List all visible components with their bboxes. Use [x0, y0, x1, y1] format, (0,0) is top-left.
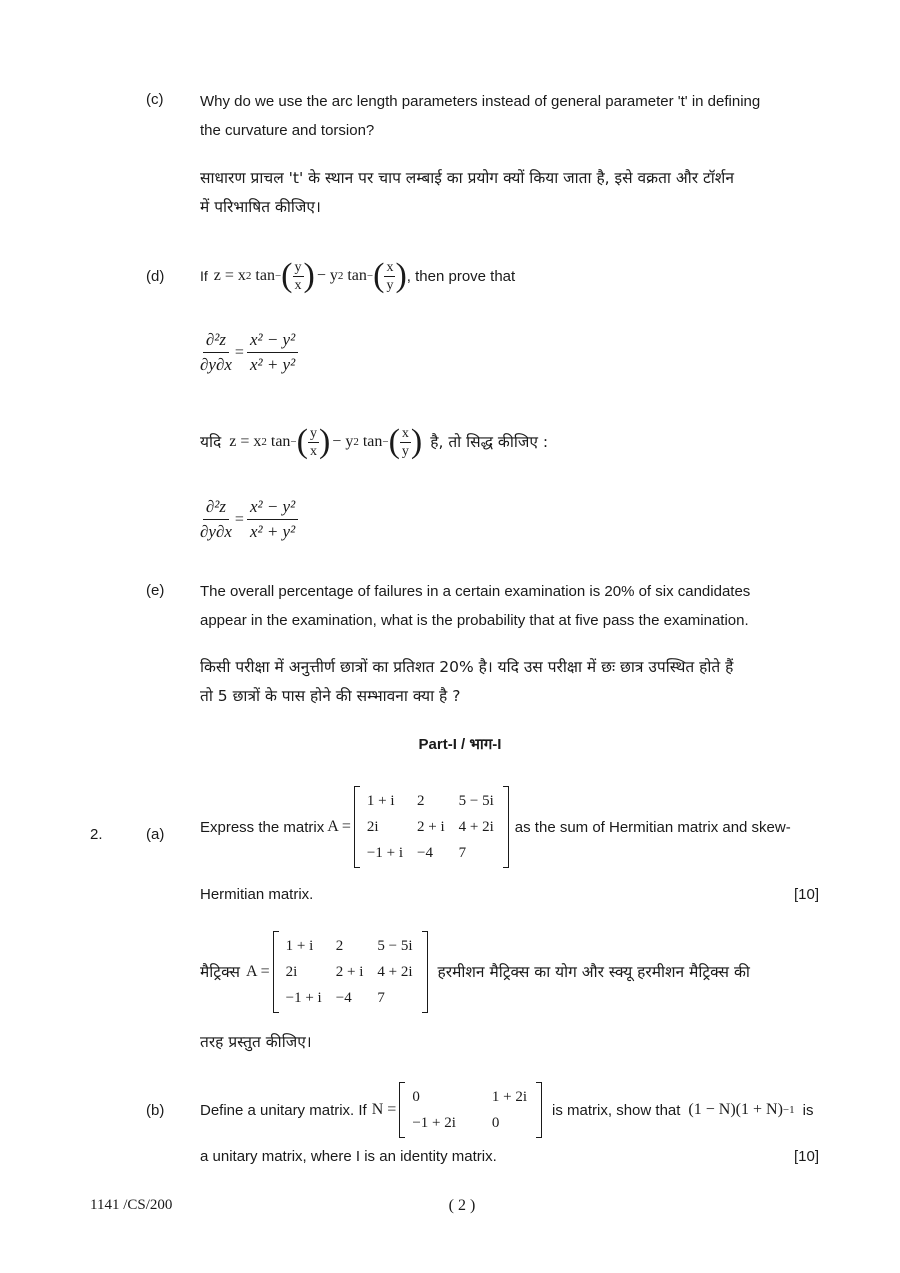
paper-code: 1141 /CS/200: [90, 1197, 173, 1213]
question-2a-line2: Hermitian matrix.: [200, 886, 314, 903]
question-2a-hindi: मैट्रिक्स A = 1 + i 2 5 − 5i 2i 2 + i 4 + 2i −1 + i −4 7 हरमीशन मैट्रिक्स का योग और स्क्यू हरमीशन मैट्रिक्स की: [200, 930, 750, 1014]
question-2a-marks: [10]: [794, 886, 820, 903]
derivative-equation-2: $\frac{\text{∂²z}}{\partial y\partial x}$ = $\frac{\text{x² − y²}}{\text{x² + y²}}$: [200, 497, 298, 542]
question-e-english: The overall percentage of failures in a certain examination is 20% of six candidates appear in the examination, what is the probability that at five pass the examination.: [200, 583, 751, 629]
question-d-hindi-statement: यदि z = x 2 tan − ( y x ) − y 2 tan − ( x y ) है, तो सिद्ध कीजिए :: [200, 423, 549, 460]
matrix-A: 1 + i 2 5 − 5i 2i 2 + i 4 + 2i −1 + i −4 7: [354, 786, 509, 868]
matrix-N: 0 1 + 2i −1 + 2i 0: [399, 1082, 542, 1138]
question-e-hindi: किसी परीक्षा में अनुत्तीर्ण छात्रों का प्रतिशत 20% है। यदि उस परीक्षा में छः छात्र उपस्थित होते हैं तो 5 छात्रों के पास होने की सम्भावना क्या है ?: [200, 658, 734, 705]
question-e-label: (e): [146, 582, 165, 599]
question-2a-hindi-line2: तरह प्रस्तुत कीजिए।: [200, 1033, 312, 1051]
question-c-hindi: साधारण प्राचल 't' के स्थान पर चाप लम्बाई का प्रयोग क्यों किया जाता है, इसे वक्रता और टॉर्शन में परिभाषित कीजिए।: [200, 169, 734, 216]
fraction-y-over-x: y x: [294, 259, 302, 293]
derivative-equation-1: $\frac{\text{∂²z}}{\partial y\partial x}$ = $\frac{\text{x² − y²}}{\text{x² + y²}}$: [200, 330, 298, 375]
question-d-statement: If z = x 2 tan − ( y x ) − y 2 tan − ( x y ) , then prove that: [200, 257, 516, 294]
page-number: ( 2 ): [448, 1197, 476, 1214]
question-2-number: 2.: [90, 826, 103, 843]
question-2b-statement: Define a unitary matrix. If N = 0 1 + 2i −1 + 2i 0 is matrix, show that (1 − N)(1 + N) −1 is: [200, 1080, 813, 1140]
question-2b-line2: a unitary matrix, where I is an identity matrix.: [200, 1148, 497, 1165]
question-c-label: (c): [146, 91, 164, 108]
question-2a-label: (a): [146, 826, 165, 843]
question-2b-marks: [10]: [794, 1148, 820, 1165]
question-2a-statement: Express the matrix A = 1 + i 2 5 − 5i 2i 2 + i 4 + 2i −1 + i −4 7 as the sum of Hermitian matrix and skew-: [200, 785, 791, 869]
question-2b-label: (b): [146, 1102, 165, 1119]
question-c-english: Why do we use the arc length parameters instead of general parameter 't' in defining the curvature and torsion?: [200, 93, 761, 139]
fraction-x-over-y: x y: [386, 259, 394, 293]
question-d-label: (d): [146, 268, 165, 285]
matrix-A-hindi: 1 + i 2 5 − 5i 2i 2 + i 4 + 2i −1 + i −4 7: [273, 931, 428, 1013]
part-heading: Part-I / भाग-I: [418, 736, 502, 753]
